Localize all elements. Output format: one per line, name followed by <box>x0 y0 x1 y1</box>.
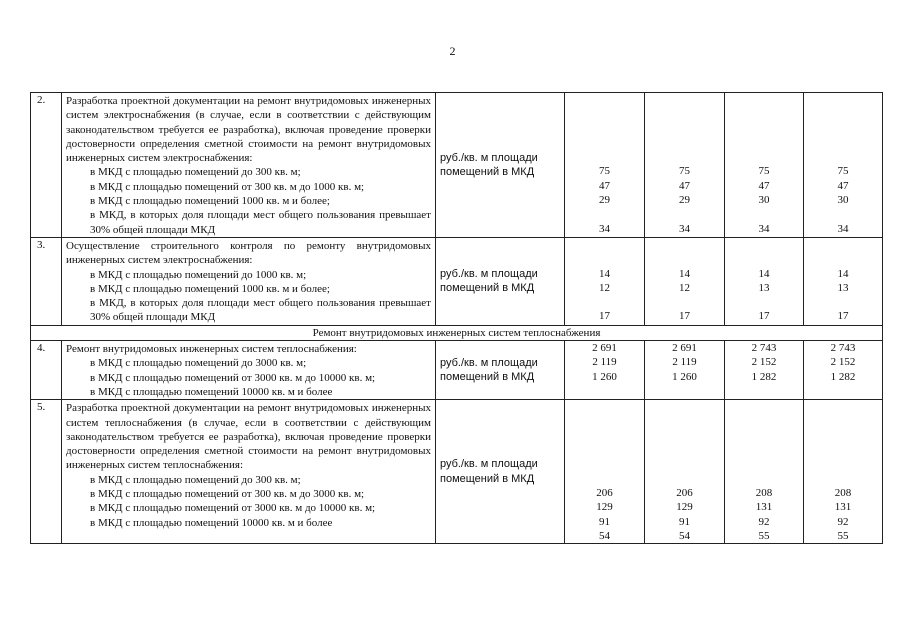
value-cell <box>804 295 882 309</box>
value-cell: 30 <box>758 194 770 207</box>
value-cell: 206 <box>676 487 693 500</box>
value-cell: 2 691 <box>672 342 697 355</box>
value-column-1 <box>565 93 645 238</box>
description-item: в МКД с площадью помещений 1000 кв. м и более; <box>90 195 330 208</box>
unit-cell: руб./кв. м площади помещений в МКД <box>436 237 565 325</box>
value-cell: 1 260 <box>672 370 697 383</box>
value-cell: 2 691 <box>592 342 617 355</box>
value-cell: 34 <box>679 222 690 235</box>
value-column-3 <box>725 341 804 400</box>
value-cell: 14 <box>837 267 849 280</box>
value-column-3 <box>725 93 804 238</box>
value-column-2 <box>645 341 725 400</box>
description-text: Осуществление строительного контроля по ремонту внутридомовых инженерных систем электроснабжения: <box>66 239 431 267</box>
value-cell: 206 <box>596 487 613 500</box>
value-column-2 <box>645 400 725 544</box>
value-cell: 47 <box>837 179 849 192</box>
description-item: в МКД с площадью помещений от 300 кв. м до 1000 кв. м; <box>90 180 365 193</box>
value-cell: 2 152 <box>751 356 777 369</box>
value-cell: 91 <box>599 515 610 528</box>
value-column-4 <box>804 400 883 544</box>
row-description <box>62 237 436 325</box>
row-number: 3. <box>31 237 62 325</box>
value-cell: 47 <box>599 179 610 192</box>
value-column-4 <box>804 237 883 325</box>
row-number: 5. <box>31 400 62 544</box>
value-cell <box>725 207 803 221</box>
value-cell: 208 <box>755 487 773 500</box>
value-cell: 29 <box>599 194 610 207</box>
value-cell: 131 <box>755 501 773 514</box>
description-item: в МКД, в которых доля площади мест общего пользования превышает 30% общей площади МКД <box>90 297 431 324</box>
value-cell <box>645 295 724 309</box>
tariff-table <box>30 92 883 544</box>
description-item: в МКД с площадью помещений до 300 кв. м; <box>90 473 301 486</box>
value-cell <box>725 295 803 309</box>
value-cell: 13 <box>758 281 770 294</box>
value-cell: 131 <box>834 501 852 514</box>
description-item: в МКД с площадью помещений от 300 кв. м до 3000 кв. м; <box>90 488 365 501</box>
row-number: 4. <box>31 341 62 400</box>
description-text: Ремонт внутридомовых инженерных систем теплоснабжения: <box>66 343 357 356</box>
value-cell: 30 <box>837 194 849 207</box>
value-cell: 75 <box>599 165 610 178</box>
value-cell <box>645 207 724 221</box>
description-item: в МКД с площадью помещений 1000 кв. м и более; <box>90 282 330 295</box>
value-cell: 34 <box>837 222 849 235</box>
page-number: 2 <box>449 44 456 58</box>
value-column-4 <box>804 93 883 238</box>
value-cell: 208 <box>834 487 852 500</box>
value-cell: 75 <box>758 165 770 178</box>
value-cell: 91 <box>679 515 690 528</box>
section-row <box>31 325 883 340</box>
table-row <box>31 237 883 325</box>
unit-cell: руб./кв. м площади помещений в МКД <box>436 341 565 400</box>
value-cell: 12 <box>599 281 610 294</box>
value-cell: 1 282 <box>751 370 777 383</box>
value-column-1 <box>565 400 645 544</box>
section-title: Ремонт внутридомовых инженерных систем теплоснабжения <box>31 325 883 340</box>
table-row <box>31 341 883 400</box>
value-column-1 <box>565 237 645 325</box>
value-cell: 17 <box>758 310 770 323</box>
value-cell: 54 <box>599 529 610 542</box>
value-cell: 2 119 <box>672 356 697 369</box>
value-cell: 14 <box>679 267 690 280</box>
description-item: в МКД с площадью помещений от 3000 кв. м до 10000 кв. м; <box>90 371 376 384</box>
row-description <box>62 341 436 400</box>
value-cell: 55 <box>758 529 770 542</box>
description-item: в МКД с площадью помещений от 3000 кв. м до 10000 кв. м; <box>90 502 376 515</box>
description-item: в МКД с площадью помещений до 1000 кв. м; <box>90 268 307 281</box>
table-row <box>31 93 883 238</box>
value-cell: 92 <box>758 515 770 528</box>
value-column-3 <box>725 237 804 325</box>
value-column-1 <box>565 341 645 400</box>
value-cell: 2 743 <box>751 342 777 355</box>
value-cell <box>565 207 644 221</box>
value-cell: 2 119 <box>592 356 617 369</box>
description-text: Разработка проектной документации на ремонт внутридомовых инженерных систем теплоснабжения (в случае, если в соответствии с действующим законодательством требуется ее разработка), включая проведение проверки достоверности определения сметной стоимости на ремонт внутридомовых инженерных систем теплоснабжения: <box>66 402 431 472</box>
value-cell: 2 152 <box>830 356 856 369</box>
value-cell: 12 <box>679 281 690 294</box>
value-cell: 14 <box>758 267 770 280</box>
value-cell: 75 <box>837 165 849 178</box>
value-cell: 47 <box>758 179 770 192</box>
value-cell: 129 <box>596 501 613 514</box>
value-cell: 29 <box>679 194 690 207</box>
value-column-3 <box>725 400 804 544</box>
row-description <box>62 93 436 238</box>
description-item: в МКД с площадью помещений 10000 кв. м и более <box>90 516 333 529</box>
value-cell: 34 <box>758 222 770 235</box>
description-text: Разработка проектной документации на ремонт внутридомовых инженерных систем электроснабжения (в случае, если в соответствии с действующим законодательством требуется ее разработка), включая проведение проверки достоверности определения сметной стоимости на ремонт внутридомовых инженерных систем электроснабжения: <box>66 95 431 165</box>
description-item: в МКД, в которых доля площади мест общего пользования превышает 30% общей площади МКД <box>90 209 431 236</box>
value-cell: 129 <box>676 501 693 514</box>
value-cell: 34 <box>599 222 610 235</box>
value-cell: 13 <box>837 281 849 294</box>
description-item: в МКД с площадью помещений до 3000 кв. м; <box>90 357 307 370</box>
value-cell: 54 <box>679 529 690 542</box>
value-cell: 75 <box>679 165 690 178</box>
value-cell: 1 260 <box>592 370 617 383</box>
unit-cell: руб./кв. м площади помещений в МКД <box>436 400 565 544</box>
value-cell: 1 282 <box>830 370 856 383</box>
row-number: 2. <box>31 93 62 238</box>
value-cell: 2 743 <box>830 342 856 355</box>
value-cell: 14 <box>599 267 610 280</box>
value-column-2 <box>645 237 725 325</box>
description-item: в МКД с площадью помещений до 300 кв. м; <box>90 166 301 179</box>
value-cell: 17 <box>837 310 849 323</box>
table-row <box>31 400 883 544</box>
value-column-2 <box>645 93 725 238</box>
value-column-4 <box>804 341 883 400</box>
description-item: в МКД с площадью помещений 10000 кв. м и более <box>90 385 333 398</box>
unit-cell: руб./кв. м площади помещений в МКД <box>436 93 565 238</box>
value-cell <box>565 295 644 309</box>
row-description <box>62 400 436 544</box>
value-cell: 17 <box>599 310 610 323</box>
value-cell <box>804 207 882 221</box>
value-cell: 55 <box>837 529 849 542</box>
value-cell: 92 <box>837 515 849 528</box>
value-cell: 47 <box>679 179 690 192</box>
value-cell: 17 <box>679 310 690 323</box>
